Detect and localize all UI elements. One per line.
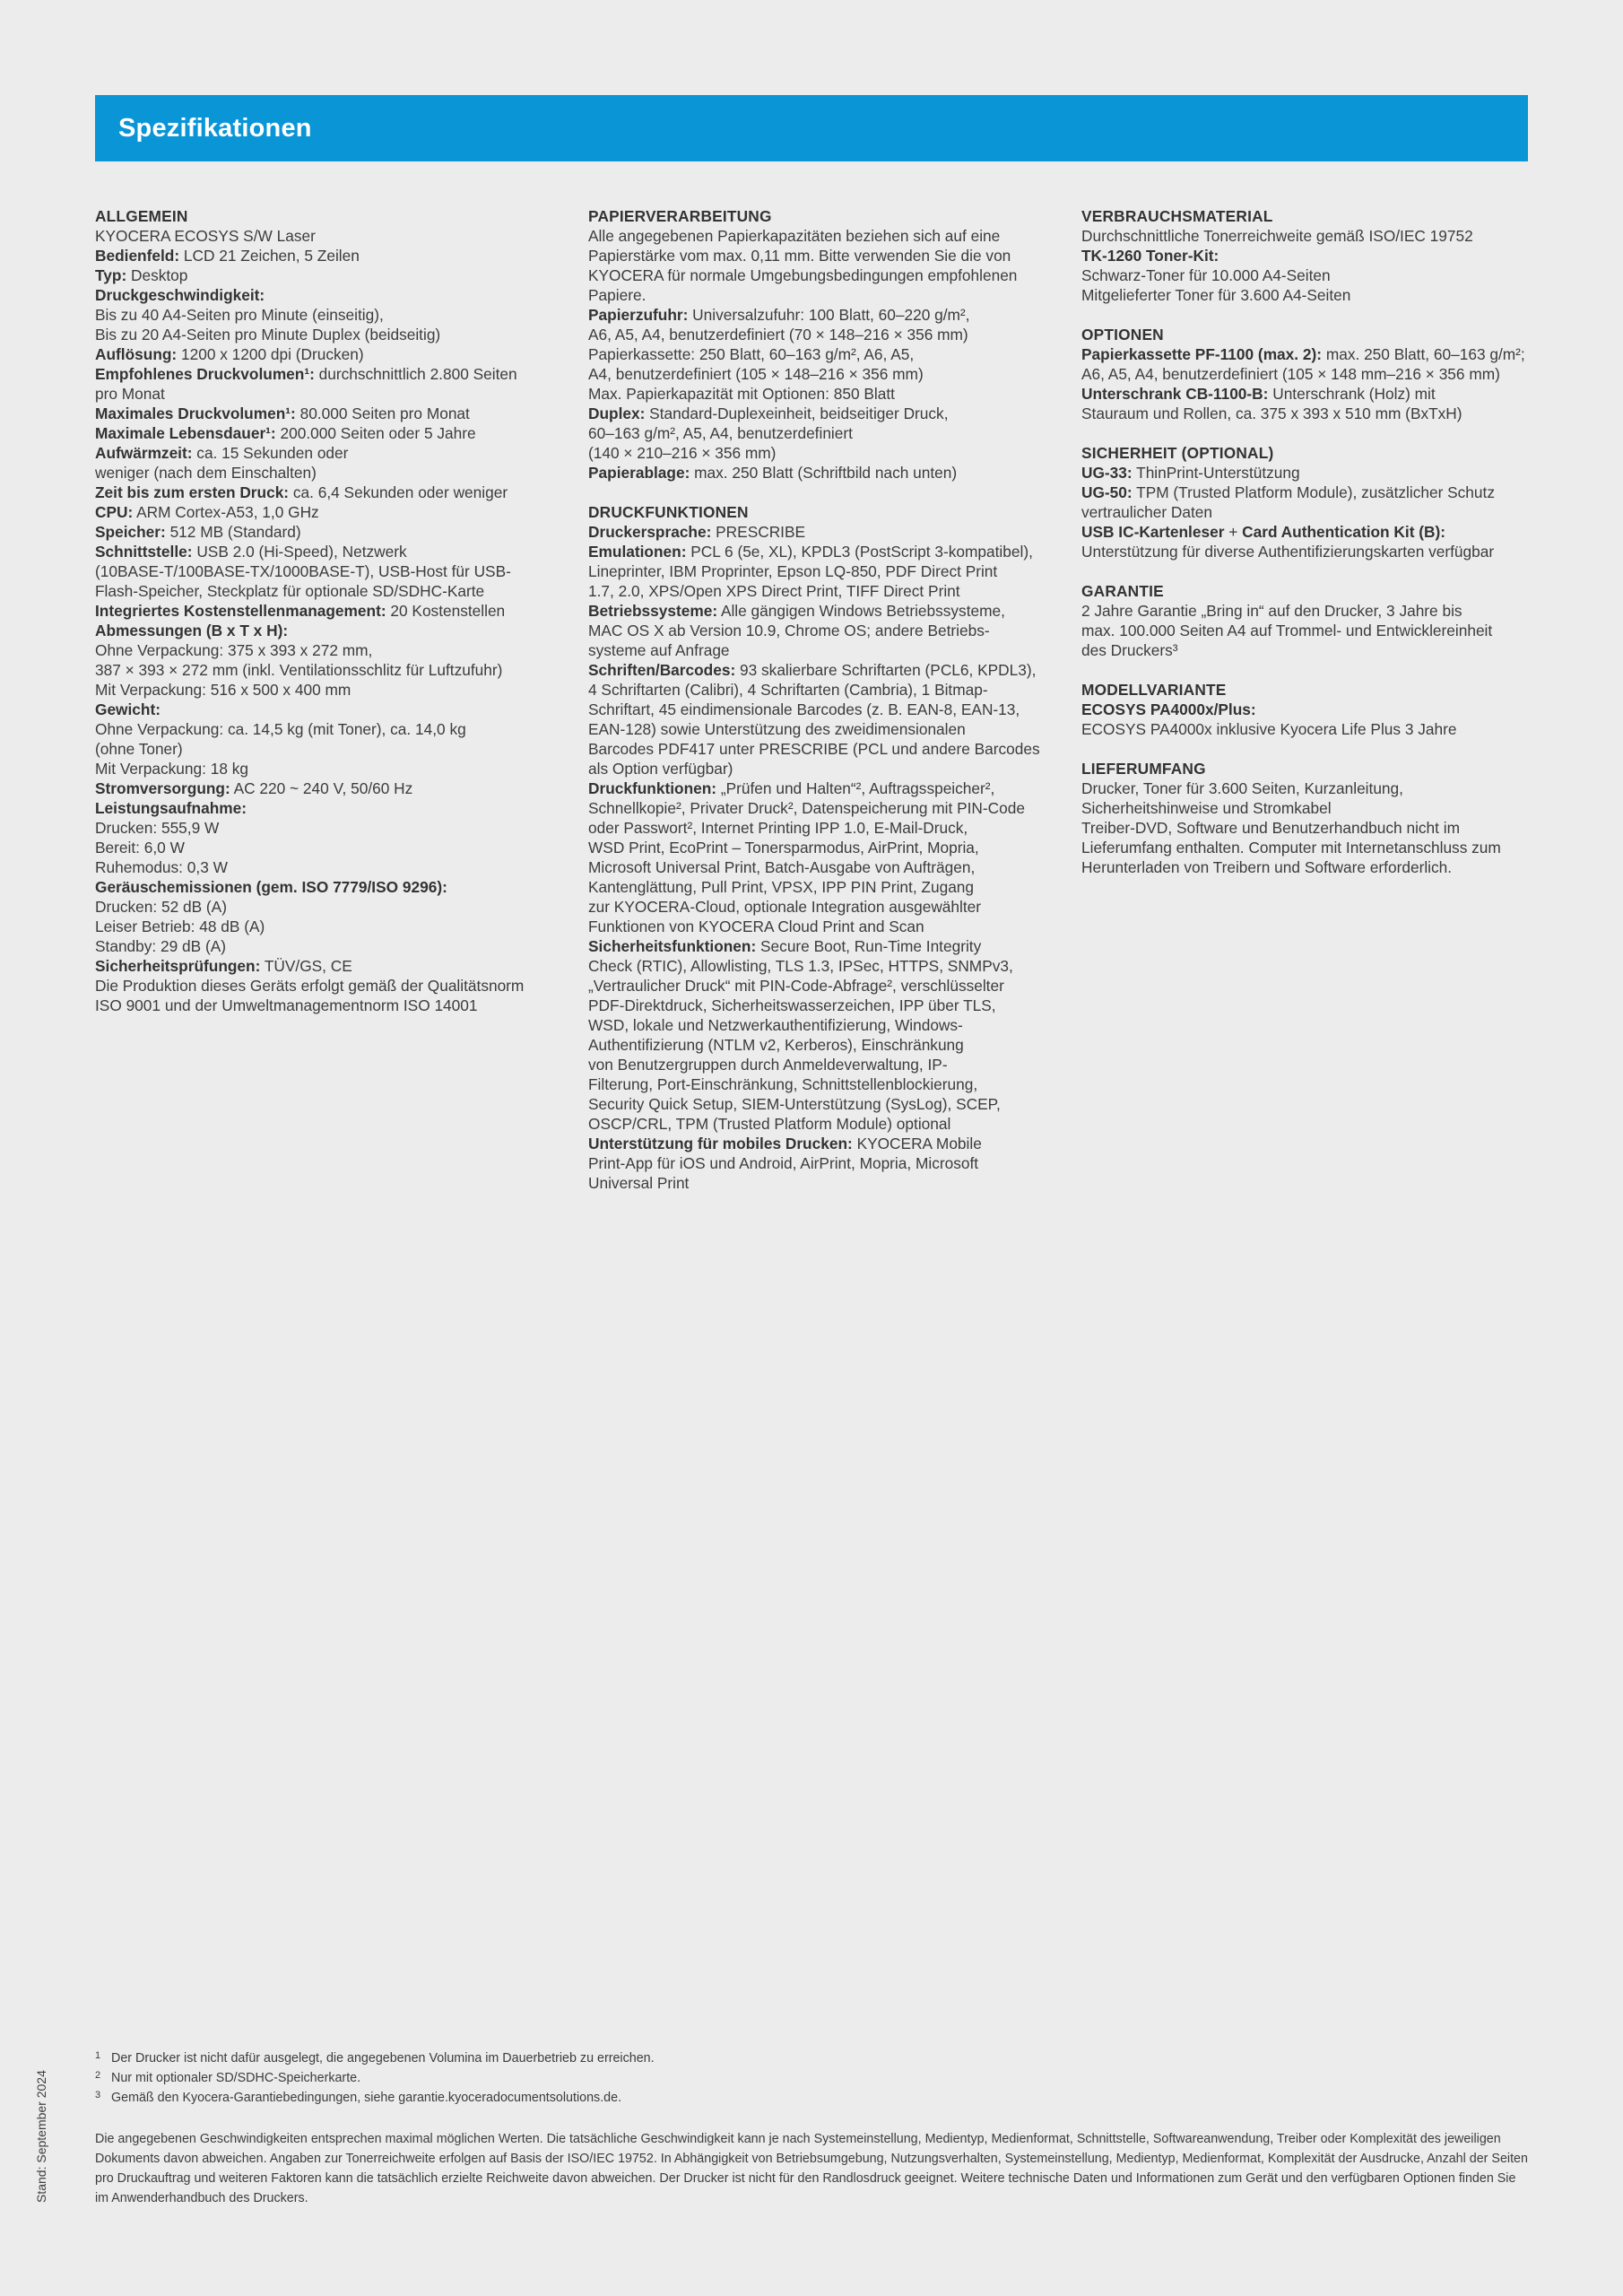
spec-line: [95, 364, 584, 384]
spec-line: [588, 759, 1077, 778]
spec-line: [95, 581, 584, 601]
spec-line: [95, 463, 584, 483]
footnote: [95, 2088, 1528, 2108]
spec-value: als Option verfügbar): [588, 760, 733, 778]
spec-line: [588, 561, 1077, 581]
spec-section: [1081, 206, 1570, 305]
spec-line: [95, 660, 584, 680]
spec-line: [588, 857, 1077, 877]
spec-line: [588, 1153, 1077, 1173]
spec-value: ISO 9001 und der Umweltmanagementnorm ISO 14001: [95, 996, 478, 1014]
spec-value: PCL 6 (5e, XL), KPDL3 (PostScript 3-kompatibel),: [686, 543, 1033, 561]
header-bar: [95, 95, 1528, 161]
section-heading: DRUCKFUNKTIONEN: [588, 503, 749, 521]
spec-value: KYOCERA für normale Umgebungsbedingungen empfohlenen: [588, 266, 1018, 284]
spec-line: [588, 305, 1077, 325]
spec-value: 1.7, 2.0, XPS/Open XPS Direct Print, TIFF Direct Print: [588, 582, 960, 600]
spec-label: Papierzufuhr:: [588, 306, 689, 324]
spec-value: Security Quick Setup, SIEM-Unterstützung (SysLog), SCEP,: [588, 1095, 1001, 1113]
spec-value: Secure Boot, Run-Time Integrity: [756, 937, 982, 955]
spec-line: [588, 996, 1077, 1015]
spec-label: Stromversorgung:: [95, 779, 230, 797]
spec-line: [95, 404, 584, 423]
spec-line: [588, 897, 1077, 917]
spec-label: Schriften/Barcodes:: [588, 661, 736, 679]
spec-value: Ohne Verpackung: 375 x 393 x 272 mm,: [95, 641, 373, 659]
spec-value: ECOSYS PA4000x inklusive Kyocera Life Plus 3 Jahre: [1081, 720, 1457, 738]
spec-line: [95, 285, 584, 305]
spec-line: [588, 364, 1077, 384]
spec-line: [588, 325, 1077, 344]
footnote-text: Nur mit optionaler SD/SDHC-Speicherkarte.: [111, 2071, 361, 2085]
spec-value: „Prüfen und Halten“², Auftragsspeicher²,: [716, 779, 995, 797]
spec-value: Standby: 29 dB (A): [95, 937, 227, 955]
spec-section: [1081, 581, 1570, 660]
spec-line: [1081, 502, 1570, 522]
spec-line: [1081, 364, 1570, 384]
page-title: Spezifikationen: [118, 113, 312, 143]
spec-line: [95, 936, 584, 956]
spec-label: Card Authentication Kit (B):: [1242, 523, 1446, 541]
spec-value: Bis zu 20 A4-Seiten pro Minute Duplex (beidseitig): [95, 326, 441, 344]
spec-label: Papierablage:: [588, 464, 690, 482]
spec-value: 2 Jahre Garantie „Bring in“ auf den Drucker, 3 Jahre bis: [1081, 602, 1462, 620]
spec-line: [588, 344, 1077, 364]
spec-line: [588, 719, 1077, 739]
spec-label: Integriertes Kostenstellenmanagement:: [95, 602, 386, 620]
spec-line: [588, 956, 1077, 976]
footnotes: [95, 2048, 1528, 2108]
spec-value: EAN-128) sowie Unterstützung des zweidimensionalen: [588, 720, 966, 738]
spec-value: (10BASE-T/100BASE-TX/1000BASE-T), USB-Host für USB-: [95, 562, 511, 580]
spec-value: Check (RTIC), Allowlisting, TLS 1.3, IPSec, HTTPS, SNMPv3,: [588, 957, 1013, 975]
spec-value: PDF-Direktdruck, Sicherheitswasserzeichen, IPP über TLS,: [588, 996, 996, 1014]
spec-value: Barcodes PDF417 unter PRESCRIBE (PCL und andere Barcodes: [588, 740, 1040, 758]
spec-value: Mit Verpackung: 18 kg: [95, 760, 248, 778]
spec-label: Gewicht:: [95, 700, 161, 718]
spec-value: 512 MB (Standard): [165, 523, 301, 541]
spec-value: 4 Schriftarten (Calibri), 4 Schriftarten (Cambria), 1 Bitmap-: [588, 681, 988, 699]
spec-label: Druckersprache:: [588, 523, 712, 541]
spec-label: Zeit bis zum ersten Druck:: [95, 483, 290, 501]
spec-line: [588, 285, 1077, 305]
spec-line: [588, 877, 1077, 897]
spec-line: [588, 423, 1077, 443]
spec-label: CPU:: [95, 503, 134, 521]
spec-line: [95, 976, 584, 996]
spec-line: [95, 857, 584, 877]
spec-value: „Vertraulicher Druck“ mit PIN-Code-Abfrage², verschlüsselter: [588, 977, 1004, 995]
spec-line: [588, 640, 1077, 660]
spec-value: Treiber-DVD, Software und Benutzerhandbuch nicht im: [1081, 819, 1460, 837]
disclaimer-text: Die angegebenen Geschwindigkeiten entsprechen maximal möglichen Werten. Die tatsächliche Geschwindigkeit kann je nach Systemeinstellung, Medientyp, Medienformat, Schnittstelle, Softwareanwendung, Treiber oder Komplexität des jeweiligen Dokuments davon abweichen. Angaben zur Tonerreichweite erfolgen auf Basis der ISO/IEC 19752. In Abhängigkeit von Betriebsumgebung, Nutzungsverhalten, Systemeinstellung, Medientyp, Medienformat, Komplexität der Ausdrucke, Anzahl der Seiten pro Druckauftrag und weiteren Faktoren kann die tatsächlich erzielte Reichweite davon abweichen. Der Drucker ist nicht für den Randlosdruck geeignet. Weitere technische Daten und Informationen zum Gerät und den verfügbaren Optionen finden Sie im Anwenderhandbuch des Druckers.: [95, 2132, 1528, 2205]
spec-value: Filterung, Port-Einschränkung, Schnittstellenblockierung,: [588, 1075, 978, 1093]
spec-value: 80.000 Seiten pro Monat: [295, 404, 470, 422]
spec-value: Lieferumfang enthalten. Computer mit Internetanschluss zum: [1081, 839, 1501, 857]
spec-value: Papierstärke vom max. 0,11 mm. Bitte verwenden Sie die von: [588, 247, 1011, 265]
spec-value: TÜV/GS, CE: [260, 957, 352, 975]
spec-line: [95, 423, 584, 443]
spec-line: [588, 246, 1077, 265]
spec-line: [95, 601, 584, 621]
spec-line: [95, 700, 584, 719]
spec-line: [588, 1114, 1077, 1134]
spec-value: Sicherheitshinweise und Stromkabel: [1081, 799, 1332, 817]
spec-label: Emulationen:: [588, 543, 687, 561]
spec-value: Print-App für iOS und Android, AirPrint, Mopria, Microsoft: [588, 1154, 979, 1172]
spec-value: 387 × 393 × 272 mm (inkl. Ventilationsschlitz für Luftzufuhr): [95, 661, 503, 679]
spec-line: [588, 1074, 1077, 1094]
spec-value: Flash-Speicher, Steckplatz für optionale SD/SDHC-Karte: [95, 582, 485, 600]
spec-value: Schwarz-Toner für 10.000 A4-Seiten: [1081, 266, 1331, 284]
spec-line: [1081, 818, 1570, 838]
spec-value: Max. Papierkapazität mit Optionen: 850 Blatt: [588, 385, 895, 403]
footnote-text: Der Drucker ist nicht dafür ausgelegt, die angegebenen Volumina im Dauerbetrieb zu erreichen.: [111, 2051, 655, 2066]
spec-value: 1200 x 1200 dpi (Drucken): [177, 345, 364, 363]
spec-value: des Druckers³: [1081, 641, 1178, 659]
spec-line: [588, 838, 1077, 857]
spec-line: [1081, 384, 1570, 404]
spec-label: Maximales Druckvolumen¹:: [95, 404, 296, 422]
spec-value: Papierkassette: 250 Blatt, 60–163 g/m², A6, A5,: [588, 345, 915, 363]
spec-value: systeme auf Anfrage: [588, 641, 730, 659]
spec-label: ECOSYS PA4000x/Plus:: [1081, 700, 1256, 718]
spec-value: WSD Print, EcoPrint – Tonersparmodus, AirPrint, Mopria,: [588, 839, 979, 857]
spec-value: ARM Cortex-A53, 1,0 GHz: [133, 503, 319, 521]
spec-line: [95, 897, 584, 917]
spec-line: [95, 305, 584, 325]
footnote: [95, 2068, 1528, 2088]
spec-value: Mit Verpackung: 516 x 500 x 400 mm: [95, 681, 352, 699]
spec-label: Abmessungen (B x T x H):: [95, 622, 289, 639]
footnote: [95, 2048, 1528, 2068]
spec-label: Speicher:: [95, 523, 166, 541]
spec-value: 20 Kostenstellen: [386, 602, 506, 620]
spec-line: [1081, 344, 1570, 364]
spec-value: WSD, lokale und Netzwerkauthentifizierung, Windows-: [588, 1016, 963, 1034]
spec-line: [95, 265, 584, 285]
spec-value: Papiere.: [588, 286, 647, 304]
spec-value: ThinPrint-Unterstützung: [1132, 464, 1300, 482]
section-heading: VERBRAUCHSMATERIAL: [1081, 207, 1273, 225]
footnote-number: 1: [95, 2050, 101, 2061]
spec-label: Sicherheitsprüfungen:: [95, 957, 261, 975]
spec-value: vertraulicher Daten: [1081, 503, 1212, 521]
spec-line: [588, 581, 1077, 601]
spec-value: TPM (Trusted Platform Module), zusätzlicher Schutz: [1132, 483, 1495, 501]
spec-value: Stauraum und Rollen, ca. 375 x 393 x 510 mm (BxTxH): [1081, 404, 1462, 422]
spec-line: [95, 443, 584, 463]
spec-value: Funktionen von KYOCERA Cloud Print and Scan: [588, 918, 924, 935]
stand-date: Stand: September 2024: [34, 2070, 48, 2203]
spec-label: Aufwärmzeit:: [95, 444, 193, 462]
spec-line: [588, 1015, 1077, 1035]
spec-value: Die Produktion dieses Geräts erfolgt gemäß der Qualitätsnorm: [95, 977, 525, 995]
spec-line: [588, 700, 1077, 719]
spec-line: [95, 621, 584, 640]
spec-line: [588, 601, 1077, 621]
spec-value: Alle angegebenen Papierkapazitäten beziehen sich auf eine: [588, 227, 1001, 245]
spec-line: [588, 798, 1077, 818]
spec-value: A6, A5, A4, benutzerdefiniert (70 × 148–216 × 356 mm): [588, 326, 968, 344]
section-heading: GARANTIE: [1081, 582, 1164, 600]
spec-line: [1081, 463, 1570, 483]
section-heading: PAPIERVERARBEITUNG: [588, 207, 772, 225]
section-heading: SICHERHEIT (OPTIONAL): [1081, 444, 1274, 462]
spec-value: PRESCRIBE: [711, 523, 806, 541]
spec-value: A4, benutzerdefiniert (105 × 148–216 × 356 mm): [588, 365, 924, 383]
spec-line: [588, 936, 1077, 956]
spec-label: Unterstützung für mobiles Drucken:: [588, 1135, 853, 1152]
spec-value: Unterschrank (Holz) mit: [1268, 385, 1436, 403]
spec-value: KYOCERA ECOSYS S/W Laser: [95, 227, 316, 245]
spec-line: [588, 1173, 1077, 1193]
spec-section: [588, 502, 1077, 1193]
spec-line: [1081, 700, 1570, 719]
spec-line: [588, 778, 1077, 798]
spec-line: [95, 502, 584, 522]
spec-line: [588, 660, 1077, 680]
spec-line: [95, 759, 584, 778]
spec-line: [95, 996, 584, 1015]
spec-label: Unterschrank CB-1100-B:: [1081, 385, 1269, 403]
spec-line: [95, 226, 584, 246]
spec-line: [95, 325, 584, 344]
spec-value: OSCP/CRL, TPM (Trusted Platform Module) optional: [588, 1115, 951, 1133]
spec-value: Alle gängigen Windows Betriebssysteme,: [717, 602, 1005, 620]
spec-line: [95, 246, 584, 265]
spec-line: [588, 443, 1077, 463]
spec-line: [1081, 226, 1570, 246]
spec-value: Schnellkopie², Privater Druck², Datenspeicherung mit PIN-Code: [588, 799, 1025, 817]
spec-value: 200.000 Seiten oder 5 Jahre: [275, 424, 476, 442]
spec-line: [95, 739, 584, 759]
spec-line: [95, 561, 584, 581]
footnote-number: 2: [95, 2070, 101, 2081]
spec-line: [1081, 404, 1570, 423]
spec-line: [1081, 265, 1570, 285]
spec-value: Authentifizierung (NTLM v2, Kerberos), Einschränkung: [588, 1036, 964, 1054]
spec-line: [588, 680, 1077, 700]
spec-line: [588, 917, 1077, 936]
spec-line: [95, 384, 584, 404]
spec-value: Universalzufuhr: 100 Blatt, 60–220 g/m²,: [688, 306, 970, 324]
spec-label: Leistungsaufnahme:: [95, 799, 247, 817]
spec-section: [1081, 680, 1570, 739]
spec-value: max. 250 Blatt, 60–163 g/m²;: [1322, 345, 1525, 363]
spec-label: Schnittstelle:: [95, 543, 193, 561]
section-heading: ALLGEMEIN: [95, 207, 188, 225]
spec-value: KYOCERA Mobile: [852, 1135, 982, 1152]
spec-line: [588, 976, 1077, 996]
spec-label: USB IC-Kartenleser: [1081, 523, 1225, 541]
spec-value: (ohne Toner): [95, 740, 183, 758]
footnote-text: Gemäß den Kyocera-Garantiebedingungen, siehe garantie.kyoceradocumentsolutions.de.: [111, 2091, 622, 2105]
spec-value: Ohne Verpackung: ca. 14,5 kg (mit Toner), ca. 14,0 kg: [95, 720, 466, 738]
spec-value: oder Passwort², Internet Printing IPP 1.0, E-Mail-Druck,: [588, 819, 968, 837]
spec-value: Leiser Betrieb: 48 dB (A): [95, 918, 265, 935]
section-heading: LIEFERUMFANG: [1081, 760, 1206, 778]
spec-line: [1081, 719, 1570, 739]
spec-line: [95, 838, 584, 857]
spec-line: [95, 917, 584, 936]
spec-label: Bedienfeld:: [95, 247, 180, 265]
spec-line: [588, 522, 1077, 542]
spec-section: [1081, 759, 1570, 877]
spec-line: [588, 739, 1077, 759]
spec-value: Drucken: 555,9 W: [95, 819, 220, 837]
spec-value: weniger (nach dem Einschalten): [95, 464, 317, 482]
spec-line: [1081, 640, 1570, 660]
column-1: [95, 206, 584, 1035]
spec-line: [588, 1055, 1077, 1074]
spec-value: LCD 21 Zeichen, 5 Zeilen: [179, 247, 360, 265]
spec-value: Durchschnittliche Tonerreichweite gemäß ISO/IEC 19752: [1081, 227, 1473, 245]
spec-label: Geräuschemissionen (gem. ISO 7779/ISO 9296):: [95, 878, 447, 896]
spec-line: [95, 542, 584, 561]
spec-label: Druckgeschwindigkeit:: [95, 286, 265, 304]
spec-value: Standard-Duplexeinheit, beidseitiger Druck,: [645, 404, 949, 422]
spec-value: Lineprinter, IBM Proprinter, Epson LQ-850, PDF Direct Print: [588, 562, 998, 580]
spec-line: [1081, 857, 1570, 877]
spec-line: [95, 719, 584, 739]
spec-label: Druckfunktionen:: [588, 779, 717, 797]
spec-value: (140 × 210–216 × 356 mm): [588, 444, 777, 462]
spec-line: [588, 463, 1077, 483]
spec-line: [1081, 285, 1570, 305]
spec-value: durchschnittlich 2.800 Seiten: [314, 365, 517, 383]
spec-label: UG-50:: [1081, 483, 1133, 501]
spec-value: Drucken: 52 dB (A): [95, 898, 227, 916]
spec-label: Auflösung:: [95, 345, 178, 363]
spec-section: [1081, 325, 1570, 423]
spec-label: Maximale Lebensdauer¹:: [95, 424, 276, 442]
spec-value: max. 100.000 Seiten A4 auf Trommel- und Entwicklereinheit: [1081, 622, 1493, 639]
spec-line: [588, 1134, 1077, 1153]
spec-line: [1081, 522, 1570, 542]
spec-value: AC 220 ~ 240 V, 50/60 Hz: [230, 779, 413, 797]
spec-value: Desktop: [126, 266, 188, 284]
spec-line: [588, 818, 1077, 838]
spec-line: [1081, 838, 1570, 857]
spec-line: [1081, 542, 1570, 561]
spec-line: [1081, 778, 1570, 798]
spec-line: [588, 404, 1077, 423]
spec-value: MAC OS X ab Version 10.9, Chrome OS; andere Betriebs-: [588, 622, 990, 639]
spec-line: [588, 621, 1077, 640]
section-heading: MODELLVARIANTE: [1081, 681, 1227, 699]
spec-line: [95, 680, 584, 700]
spec-value: von Benutzergruppen durch Anmeldeverwaltung, IP-: [588, 1056, 948, 1074]
spec-value: +: [1224, 523, 1243, 541]
spec-line: [1081, 601, 1570, 621]
spec-value: max. 250 Blatt (Schriftbild nach unten): [690, 464, 958, 482]
footnote-number: 3: [95, 2090, 101, 2100]
column-3: [1081, 206, 1570, 897]
spec-value: 93 skalierbare Schriftarten (PCL6, KPDL3),: [735, 661, 1037, 679]
spec-value: A6, A5, A4, benutzerdefiniert (105 × 148 mm–216 × 356 mm): [1081, 365, 1500, 383]
spec-value: ca. 6,4 Sekunden oder weniger: [289, 483, 508, 501]
spec-value: 60–163 g/m², A5, A4, benutzerdefiniert: [588, 424, 853, 442]
spec-section: [1081, 443, 1570, 561]
spec-label: Typ:: [95, 266, 127, 284]
spec-value: Mitgelieferter Toner für 3.600 A4-Seiten: [1081, 286, 1351, 304]
spec-value: Ruhemodus: 0,3 W: [95, 858, 228, 876]
spec-line: [588, 542, 1077, 561]
spec-line: [588, 226, 1077, 246]
spec-line: [95, 778, 584, 798]
spec-line: [1081, 483, 1570, 502]
spec-label: Papierkassette PF-1100 (max. 2):: [1081, 345, 1323, 363]
spec-line: [95, 344, 584, 364]
spec-section: [95, 206, 584, 1015]
spec-line: [1081, 621, 1570, 640]
spec-value: USB 2.0 (Hi-Speed), Netzwerk: [192, 543, 407, 561]
spec-label: Empfohlenes Druckvolumen¹:: [95, 365, 315, 383]
spec-line: [588, 1035, 1077, 1055]
spec-value: zur KYOCERA-Cloud, optionale Integration ausgewählter: [588, 898, 982, 916]
spec-value: Drucker, Toner für 3.600 Seiten, Kurzanleitung,: [1081, 779, 1403, 797]
spec-line: [95, 956, 584, 976]
spec-line: [95, 483, 584, 502]
spec-line: [1081, 246, 1570, 265]
spec-value: Universal Print: [588, 1174, 690, 1192]
spec-line: [588, 1094, 1077, 1114]
spec-value: Bereit: 6,0 W: [95, 839, 185, 857]
spec-line: [95, 522, 584, 542]
spec-value: Herunterladen von Treibern und Software erforderlich.: [1081, 858, 1453, 876]
spec-section: [588, 206, 1077, 483]
spec-line: [95, 818, 584, 838]
column-2: [588, 206, 1077, 1213]
spec-value: Kantenglättung, Pull Print, VPSX, IPP PIN Print, Zugang: [588, 878, 975, 896]
spec-label: Duplex:: [588, 404, 646, 422]
spec-value: Bis zu 40 A4-Seiten pro Minute (einseitig),: [95, 306, 384, 324]
spec-line: [588, 265, 1077, 285]
spec-value: Microsoft Universal Print, Batch-Ausgabe von Aufträgen,: [588, 858, 976, 876]
spec-value: ca. 15 Sekunden oder: [192, 444, 349, 462]
spec-line: [1081, 798, 1570, 818]
spec-line: [588, 384, 1077, 404]
spec-label: Sicherheitsfunktionen:: [588, 937, 757, 955]
spec-value: Schriftart, 45 eindimensionale Barcodes (z. B. EAN-8, EAN-13,: [588, 700, 1020, 718]
spec-label: TK-1260 Toner-Kit:: [1081, 247, 1219, 265]
spec-label: UG-33:: [1081, 464, 1133, 482]
section-heading: OPTIONEN: [1081, 326, 1164, 344]
spec-line: [95, 877, 584, 897]
spec-line: [95, 640, 584, 660]
spec-value: pro Monat: [95, 385, 165, 403]
spec-line: [95, 798, 584, 818]
spec-label: Betriebssysteme:: [588, 602, 718, 620]
spec-value: Unterstützung für diverse Authentifizierungskarten verfügbar: [1081, 543, 1495, 561]
